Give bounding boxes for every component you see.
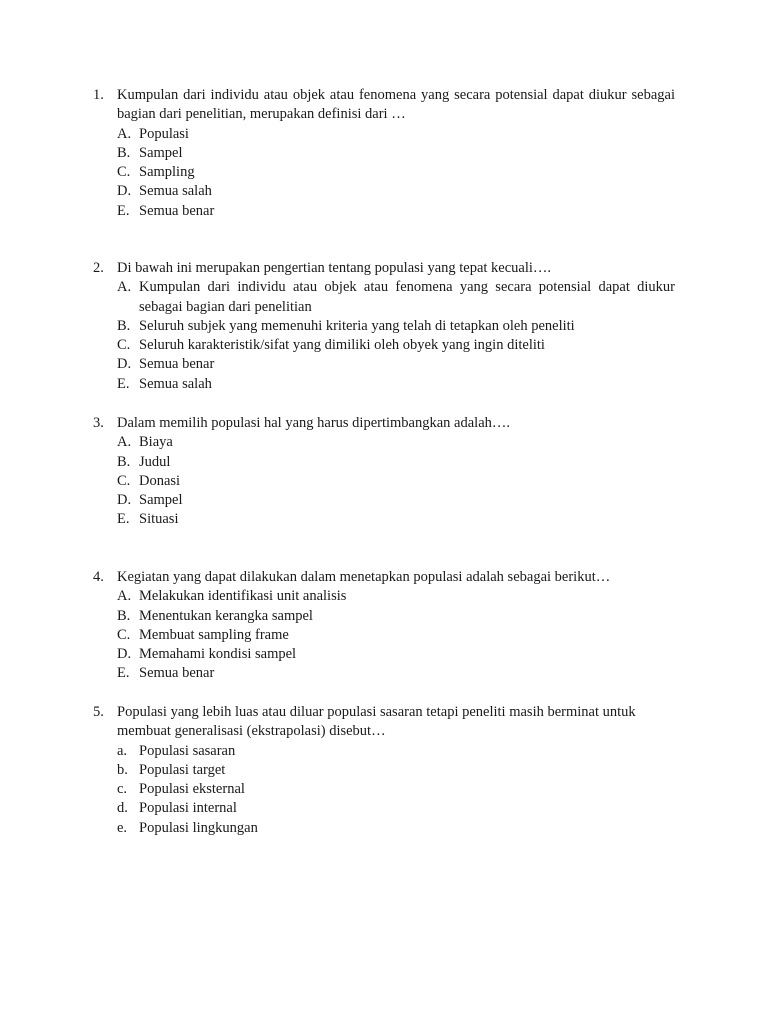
option-letter: D. — [117, 356, 132, 373]
option-text: Seluruh subjek yang memenuhi kriteria yang telah di tetapkan oleh peneliti — [139, 317, 575, 334]
option-b — [93, 761, 675, 780]
question-number: 4. — [93, 569, 104, 585]
option-list — [93, 278, 675, 394]
option-letter: D. — [117, 646, 132, 663]
option-text: Menentukan kerangka sampel — [139, 607, 313, 624]
option-d — [93, 182, 675, 201]
option-letter: a. — [117, 742, 128, 759]
option-letter: b. — [117, 761, 128, 778]
option-list — [93, 587, 675, 683]
option-text: Judul — [139, 453, 171, 470]
option-a — [93, 742, 675, 761]
option-letter: B. — [117, 453, 131, 470]
option-letter: A. — [117, 588, 132, 605]
option-e — [93, 202, 675, 221]
option-text: Membuat sampling frame — [139, 626, 289, 643]
question-5-header — [93, 703, 675, 742]
option-text: Memahami kondisi sampel — [139, 646, 297, 663]
option-list — [93, 742, 675, 838]
option-letter: d. — [117, 800, 128, 817]
option-letter: E. — [117, 665, 130, 682]
option-letter: B. — [117, 317, 131, 334]
question-1 — [93, 86, 675, 221]
option-text: Populasi lingkungan — [139, 819, 258, 836]
option-letter: E. — [117, 375, 130, 392]
option-text: Semua salah — [139, 183, 212, 200]
option-text: Biaya — [139, 434, 173, 451]
option-letter: E. — [117, 511, 130, 528]
option-letter: A. — [117, 279, 132, 296]
option-text: Populasi target — [139, 761, 226, 778]
option-letter: e. — [117, 819, 128, 836]
option-letter: C. — [117, 337, 131, 354]
option-letter: A. — [117, 125, 132, 142]
option-a — [93, 125, 675, 144]
option-a — [93, 587, 675, 606]
option-letter: A. — [117, 434, 132, 451]
option-e — [93, 664, 675, 683]
option-b — [93, 607, 675, 626]
question-3 — [93, 414, 675, 530]
option-text: Seluruh karakteristik/sifat yang dimiliki oleh obyek yang ingin diteliti — [139, 337, 545, 354]
option-d — [93, 355, 675, 374]
question-5 — [93, 703, 675, 838]
option-text: Semua benar — [139, 665, 215, 682]
option-text: Semua salah — [139, 375, 212, 392]
option-b — [93, 144, 675, 163]
option-list — [93, 433, 675, 529]
option-text: Sampel — [139, 144, 183, 161]
option-text: Semua benar — [139, 356, 215, 373]
option-letter: D. — [117, 492, 132, 509]
question-number: 3. — [93, 415, 104, 431]
option-c — [93, 626, 675, 645]
option-c — [93, 163, 675, 182]
question-1-header — [93, 86, 675, 125]
option-list — [93, 125, 675, 221]
option-e — [93, 510, 675, 529]
option-text: Semua benar — [139, 202, 215, 219]
option-text: Situasi — [139, 511, 179, 528]
question-2 — [93, 259, 675, 394]
question-4-header — [93, 568, 675, 587]
option-letter: C. — [117, 164, 131, 181]
question-number: 5. — [93, 704, 104, 720]
question-text: Dalam memilih populasi hal yang harus dipertimbangkan adalah…. — [117, 415, 511, 431]
option-text: Sampel — [139, 492, 183, 509]
option-c — [93, 472, 675, 491]
option-d — [93, 645, 675, 664]
option-text: Sampling — [139, 164, 195, 181]
question-3-header — [93, 414, 675, 433]
option-c — [93, 336, 675, 355]
option-text: Donasi — [139, 472, 181, 489]
option-text: Melakukan identifikasi unit analisis — [139, 588, 347, 605]
option-d — [93, 491, 675, 510]
option-letter: B. — [117, 607, 131, 624]
option-text: Populasi — [139, 125, 189, 142]
option-a — [93, 278, 675, 317]
option-b — [93, 317, 675, 336]
option-letter: E. — [117, 202, 130, 219]
question-text: Di bawah ini merupakan pengertian tentang populasi yang tepat kecuali…. — [117, 260, 552, 276]
option-text: Populasi eksternal — [139, 781, 245, 798]
question-text: Kegiatan yang dapat dilakukan dalam menetapkan populasi adalah sebagai berikut… — [117, 569, 611, 585]
option-text: Populasi internal — [139, 800, 237, 817]
option-text: Populasi sasaran — [139, 742, 236, 759]
option-e — [93, 375, 675, 394]
option-letter: C. — [117, 626, 131, 643]
option-letter: c. — [117, 781, 128, 798]
option-text: Kumpulan dari individu atau objek atau fenomena yang secara potensial dapat diukur sebagai bagian dari penelitian — [139, 279, 675, 315]
option-letter: B. — [117, 144, 131, 161]
option-c — [93, 780, 675, 799]
question-2-header — [93, 259, 675, 278]
option-d — [93, 799, 675, 818]
question-number: 1. — [93, 87, 104, 103]
option-b — [93, 453, 675, 472]
option-letter: C. — [117, 472, 131, 489]
option-a — [93, 433, 675, 452]
question-text: Kumpulan dari individu atau objek atau fenomena yang secara potensial dapat diukur sebagai bagian dari penelitian, merupakan definisi dari … — [117, 87, 675, 123]
question-text: Populasi yang lebih luas atau diluar populasi sasaran tetapi peneliti masih berminat untuk membuat generalisasi (ekstrapolasi) disebut… — [117, 704, 636, 740]
question-4 — [93, 568, 675, 684]
option-e — [93, 819, 675, 838]
question-number: 2. — [93, 260, 104, 276]
option-letter: D. — [117, 183, 132, 200]
